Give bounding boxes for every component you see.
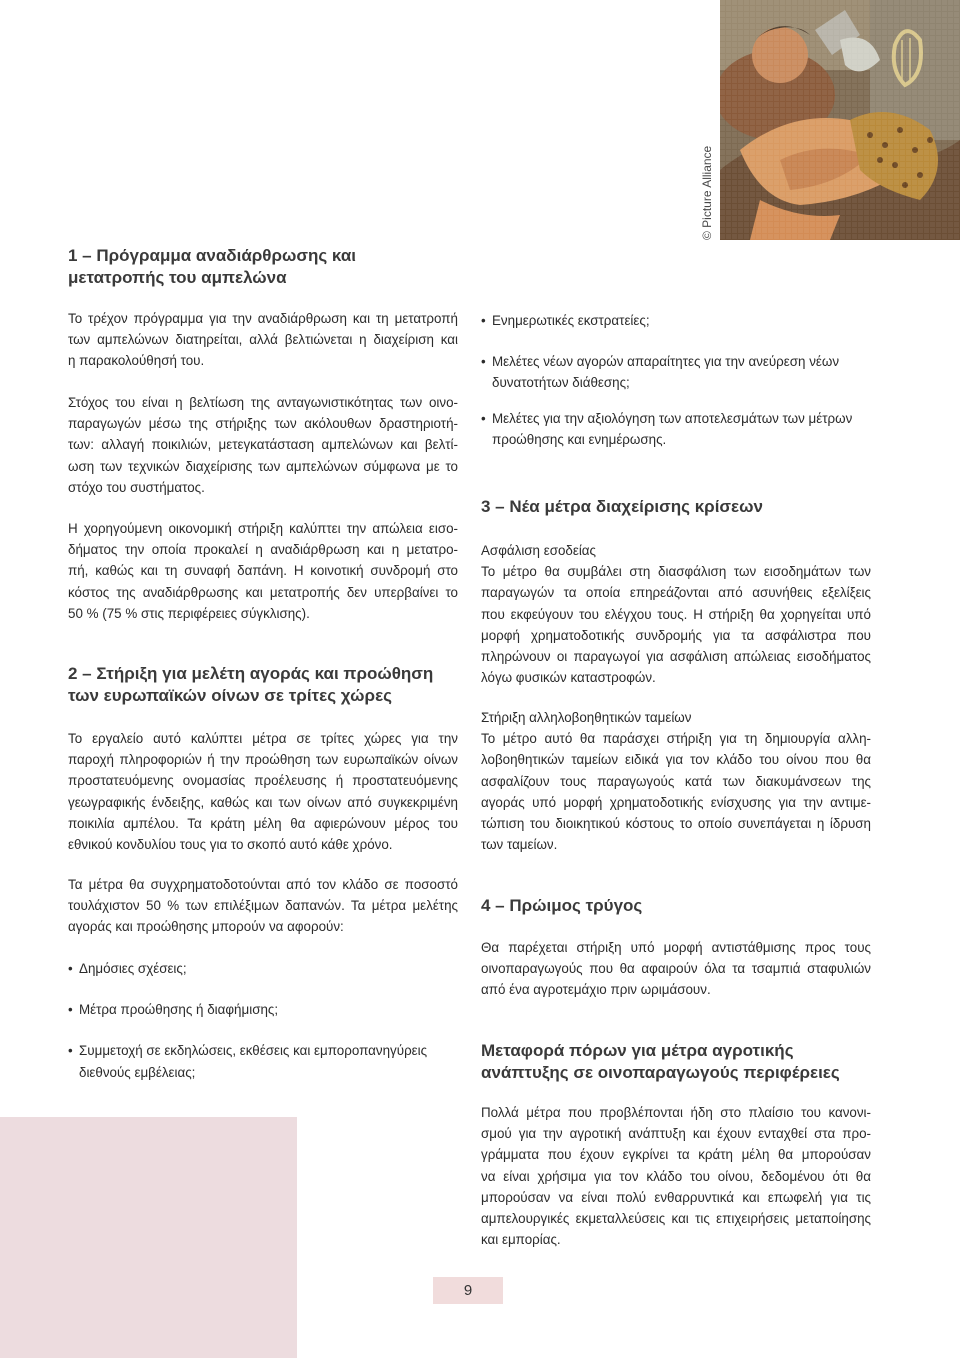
section-1-paragraph-2: Στόχος του είναι η βελτίωση της ανταγωνιστικότητας των οινο- παραγωγών μέσω της στήριξης των ακόλουθων δραστηριοτή- των: αλλαγή ποικιλιών, μετεγκατάσταση αμπελώνων και βελτί- ωση των τεχνικών διαχείρισης των αμπελώνων σύμφωνα με το στόχο του συστήματος. (68, 395, 458, 495)
subheading: Στήριξη αλληλοβοηθητικών ταμείων (481, 710, 692, 725)
section-1-title-block (68, 245, 458, 289)
section-1-paragraph-3: Η χορηγούμενη οικονομική στήριξη καλύπτει την απώλεια εισο- δήματος την οποία προκαλεί η αναδιάρθρωση και η μετατρο- πή, καθώς και τη συναφή δαπάνη. Η κοινοτική συνδρομή στο κόστος της αναδιάρθρωσης και μετατροπής δεν υπερβαίνει το 50 % (75 % στις περιφέρειες σύγκλισης). (68, 521, 458, 621)
decorative-pink-block (0, 1117, 297, 1358)
section-4-title: 4 – Πρώιμος τρύγος (481, 896, 643, 915)
list-item: • Μελέτες νέων αγορών απαραίτητες για την ανεύρεση νέων δυνατοτήτων διάθεσης; (481, 351, 871, 393)
list-item: • Μέτρα προώθησης ή διαφήμισης; (68, 999, 458, 1020)
list-item: • Δημόσιες σχέσεις; (68, 958, 458, 979)
section-3-mutual-funds: Στήριξη αλληλοβοηθητικών ταμείων Το μέτρο αυτό θα παράσχει στήριξη για τη δημιουργία αλλη- λοβοηθητικών ταμείων ειδικά για τον κλάδο του οίνου που θα ασφαλίζουν τους παραγωγούς κατά των διακυμάνσεων της αγοράς υπό μορφή χρηματοδοτικής ενίσχυσης για την αντιμε- τώπιση του διοικητικού κόστους το οποίο συνεπάγεται η ίδρυση των ταμείων. (481, 707, 871, 855)
mosaic-illustration (720, 0, 960, 240)
section-5-title-block (481, 1040, 871, 1084)
section-3-title-block (481, 496, 871, 518)
section-2-bullet-list (68, 958, 458, 1083)
subheading: Ασφάλιση εσοδείας (481, 543, 596, 558)
section-5-paragraph: Πολλά μέτρα που προβλέπονται ήδη στο πλαίσιο του κανονι- σμού για την αγροτική ανάπτυξη και έχουν ενταχθεί στα προ- γράμματα που έχουν εγκρίνει τα κράτη μέλη θα μπορούσαν να είναι χρήσιμα για τον κλάδο του οίνου, δεδομένου ότι θα μπορούσαν να είναι πολύ ενθαρρυντικά και επωφελή για τις αμπελουργικές εκμεταλλεύσεις και τις επιχειρήσεις μεταποίησης και εμπορίας. (481, 1105, 871, 1248)
section-5-title: Μεταφορά πόρων για μέτρα αγροτικής ανάπτυξης σε οινοπαραγωγούς περιφέρειες (481, 1041, 840, 1082)
section-3-insurance: Ασφάλιση εσοδείας Το μέτρο θα συμβάλει στη διασφάλιση των εισοδημάτων των παραγωγών τα οποία επηρεάζονται από ασυνήθεις εξελίξεις που εκφεύγουν του ελέγχου τους. Η στήριξη θα χορηγείται υπό μορφή χρηματοδοτικής συνδρομής για τα ασφάλιστρα που πληρώνουν οι παραγωγοί για ασφάλιση απώλειας εισοδήματος λόγω φυσικών καταστροφών. (481, 540, 871, 688)
section-1-title: 1 – Πρόγραμμα αναδιάρθρωσης και μετατροπής του αμπελώνα (68, 246, 357, 287)
section-3-title: 3 – Νέα μέτρα διαχείρισης κρίσεων (481, 497, 763, 516)
right-bullet-list (481, 310, 871, 450)
list-item: • Μελέτες για την αξιολόγηση των αποτελεσμάτων των μέτρων προώθησης και ενημέρωσης. (481, 408, 871, 450)
section-2-title: 2 – Στήριξη για μελέτη αγοράς και προώθηση των ευρωπαϊκών οίνων σε τρίτες χώρες (68, 664, 434, 705)
section-2-paragraph-1: Το εργαλείο αυτό καλύπτει μέτρα σε τρίτες χώρες για την παροχή πληροφοριών ή την προώθηση των ευρωπαϊκών οίνων προστατευόμενης ονομασίας προέλευσης ή προστατευόμενης γεωγραφικής ένδειξης, καθώς και των οίνων από συγκεκριμένη ποικιλία αμπέλου. Τα κράτη μέλη θα αφιερώνουν μέρος του εθνικού κονδυλίου τους για το σκοπό αυτό κάθε χρόνο. (68, 731, 458, 853)
mosaic-photo (720, 0, 960, 240)
section-1-paragraph-1: Το τρέχον πρόγραμμα για την αναδιάρθρωση και τη μετατροπή των αμπελώνων διατηρείται, αλλά βελτιώνεται η διαχείριση και η παρακολούθησή του. (68, 311, 458, 369)
section-2-paragraph-2: Τα μέτρα θα συγχρηματοδοτούνται από τον κλάδο σε ποσοστό τουλάχιστον 50 % των επιλέξιμων δαπανών. Τα μέτρα μελέτης αγοράς και προώθησης μπορούν να αφορούν: (68, 877, 458, 935)
section-2-title-block (68, 663, 458, 707)
photo-credit: © Picture Alliance (700, 145, 714, 240)
list-item: • Ενημερωτικές εκστρατείες; (481, 310, 871, 331)
section-4-paragraph: Θα παρέχεται στήριξη υπό μορφή αντιστάθμισης προς τους οινοπαραγωγούς που θα αφαιρούν όλα τα τσαμπιά σταφυλιών από ένα αγροτεμάχιο πριν ωριμάσουν. (481, 940, 871, 998)
page-number: 9 (433, 1277, 503, 1304)
section-4-title-block (481, 895, 871, 917)
list-item: • Συμμετοχή σε εκδηλώσεις, εκθέσεις και εμποροπανηγύρεις διεθνούς εμβέλειας; (68, 1040, 458, 1082)
